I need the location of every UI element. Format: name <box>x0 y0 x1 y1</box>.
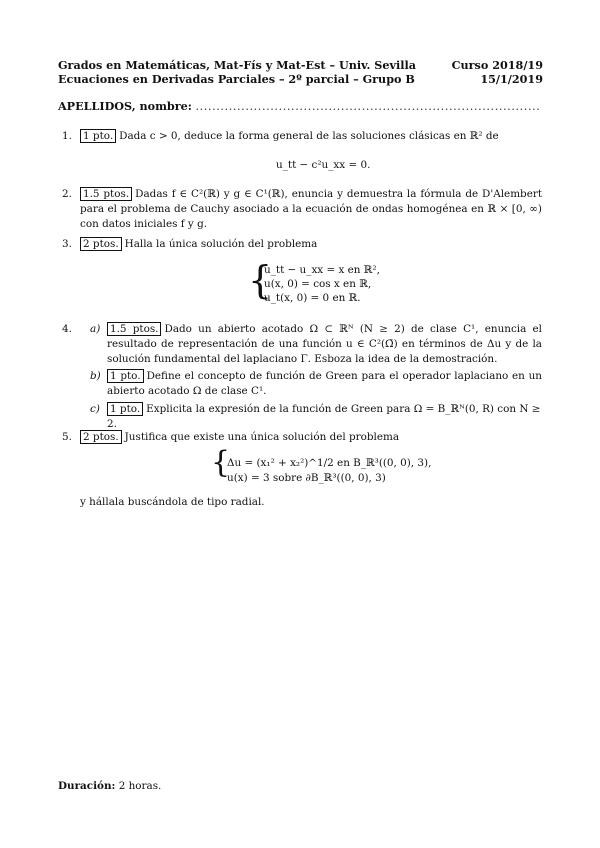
question-number: 5. <box>62 431 72 443</box>
question-4c <box>90 402 542 432</box>
duration-label: Duración: <box>58 780 116 792</box>
subpart-label: b) <box>90 370 101 382</box>
question-4a <box>90 322 543 367</box>
q3-equation-2: u(x, 0) = cos x en ℝ, <box>264 278 372 290</box>
q5-equation-1: Δu = (x₁² + x₂²)^1/2 en B_ℝ³((0, 0), 3), <box>227 457 432 469</box>
question-2 <box>62 187 542 232</box>
header-course: Curso 2018/19 <box>451 58 543 72</box>
header-date: 15/1/2019 <box>480 72 543 86</box>
subpart-label: c) <box>90 403 100 415</box>
question-5 <box>62 430 542 445</box>
student-name-line <box>58 99 543 113</box>
question-number: 2. <box>62 188 72 200</box>
subpart-text: Define el concepto de función de Green para el operador laplaciano en un abierto acotado Ω de clase C¹. <box>107 370 542 397</box>
system-brace: { <box>211 445 231 480</box>
question-4b <box>90 369 542 399</box>
header-subject: Ecuaciones en Derivadas Parciales – 2º parcial – Grupo B <box>58 72 415 86</box>
points-box: 1 pto. <box>107 369 144 383</box>
question-number: 4. <box>62 323 72 335</box>
question-1 <box>62 129 542 144</box>
question-text: Halla la única solución del problema <box>124 238 318 250</box>
q1-equation: u_tt − c²u_xx = 0. <box>276 159 371 171</box>
points-box: 1 pto. <box>107 402 143 416</box>
points-box: 1.5 ptos. <box>107 322 161 336</box>
points-box: 2 ptos. <box>80 237 122 251</box>
q3-equation-1: u_tt − u_xx = x en ℝ², <box>264 264 380 276</box>
duration-value: 2 horas. <box>118 780 162 792</box>
duration-line <box>58 780 161 792</box>
points-box: 1.5 ptos. <box>80 187 132 201</box>
question-number: 3. <box>62 238 72 250</box>
points-box: 1 pto. <box>80 129 116 143</box>
subpart-text: Dado un abierto acotado Ω ⊂ ℝᴺ (N ≥ 2) de clase C¹, enuncia el resultado de representación de una función u ∈ C²(Ω̄) en términos de Δu y de la solución fundamental del laplaciano Γ. Esboza la idea de la demostración. <box>107 323 543 365</box>
system-brace: { <box>248 258 273 302</box>
header-institution: Grados en Matemáticas, Mat-Fís y Mat-Est – Univ. Sevilla <box>58 58 416 72</box>
q5-equation-2: u(x) = 3 sobre ∂B_ℝ³((0, 0), 3) <box>227 472 386 484</box>
question-text: Dada c > 0, deduce la forma general de las soluciones clásicas en ℝ² de <box>119 130 499 142</box>
question-number: 1. <box>62 130 72 142</box>
question-text: Dadas f ∈ C²(ℝ) y g ∈ C¹(ℝ), enuncia y demuestra la fórmula de D'Alembert para el problema de Cauchy asociado a la ecuación de ondas homogénea en ℝ × [0, ∞) con datos iniciales f y g. <box>80 188 542 230</box>
question-text: Justifica que existe una única solución del problema <box>124 431 400 443</box>
q3-equation-3: u_t(x, 0) = 0 en ℝ. <box>264 292 361 304</box>
subpart-label: a) <box>90 323 101 335</box>
names-dots: ................................................................................... <box>195 100 541 113</box>
points-box: 2 ptos. <box>80 430 122 444</box>
names-label: APELLIDOS, nombre: <box>58 99 192 113</box>
question-3 <box>62 237 542 252</box>
subpart-text: Explicita la expresión de la función de Green para Ω = B_ℝᴺ(0, R) con N ≥ 2. <box>107 403 541 430</box>
q5-closing-text: y hállala buscándola de tipo radial. <box>80 496 265 508</box>
